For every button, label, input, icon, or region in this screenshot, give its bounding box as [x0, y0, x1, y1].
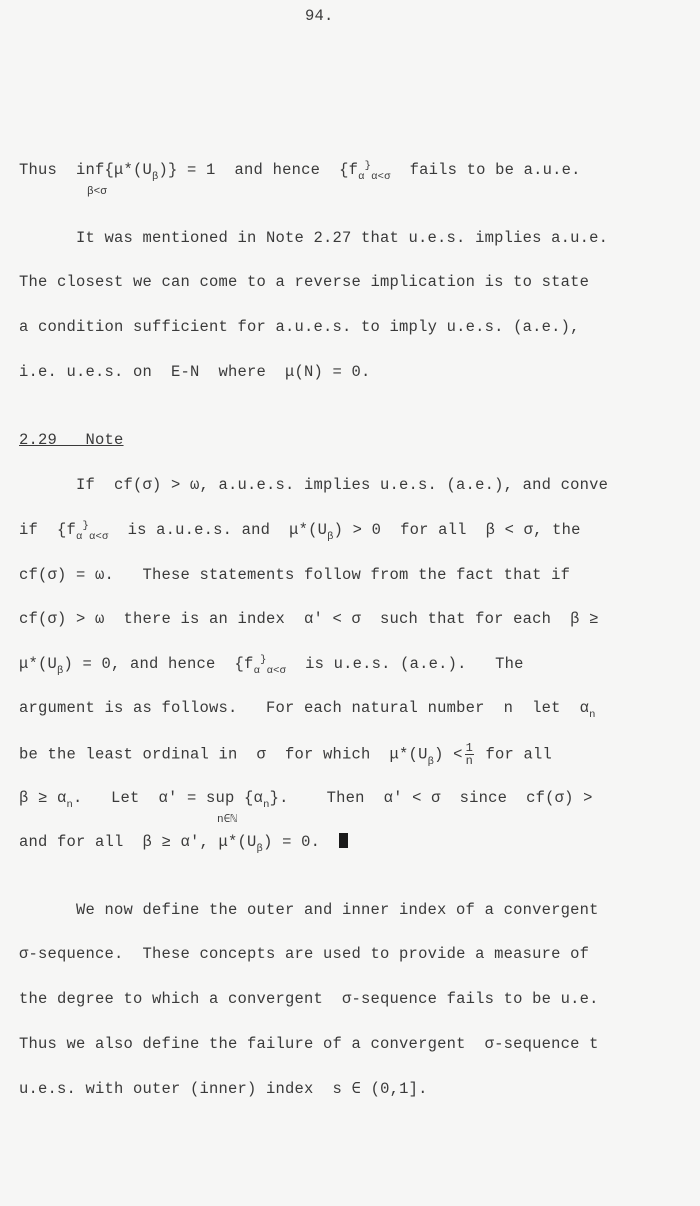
paragraph-1-line-4: i.e. u.e.s. on E-N where μ(N) = 0. [19, 363, 371, 381]
paragraph-1-line-3: a condition sufficient for a.u.e.s. to imply u.e.s. (a.e.), [19, 318, 580, 336]
paragraph-2-line-4: cf(σ) > ω there is an index α' < σ such that for each β ≥ [19, 610, 599, 628]
paragraph-2-line-5: $\mu*(U_\beta) = 0$, and hence {$f_\alpha^{\}}_{\alpha<\sigma}$ is u.e.s. (a.e.). The [19, 654, 524, 677]
paragraph-2-line-6: argument is as follows. For each natural number n let $\alpha_n$ [19, 699, 596, 721]
page-number: 94. [305, 7, 334, 25]
paragraph-1-line-2: The closest we can come to a reverse implication is to state [19, 273, 590, 291]
paragraph-2-line-8: $\beta \ge \alpha_n$. Let α' = sup $\{\alpha_n\}$. Then α' < σ since cf(σ) > [19, 789, 593, 811]
fraction-one-over-n: $\frac{1}{n}$ [465, 741, 474, 768]
paragraph-3-line-4: Thus we also define the failure of a convergent σ-sequence t [19, 1035, 599, 1053]
paragraph-2-line-3: cf(σ) = ω. These statements follow from the fact that if [19, 566, 571, 584]
paragraph-2-line-7: be the least ordinal in σ for which $\mu*(U_\beta)$ < $\frac{1}{n}$ for all [19, 741, 553, 768]
paragraph-3-line-2: σ-sequence. These concepts are used to provide a measure of [19, 945, 590, 963]
paragraph-2-line-1: If cf(σ) > ω, a.u.e.s. implies u.e.s. (a.e.), and conve [76, 476, 609, 494]
section-heading: 2.29 Note [19, 431, 124, 449]
qed-square-icon [339, 833, 348, 848]
paragraph-3-line-5: u.e.s. with outer (inner) index s ∈ (0,1]. [19, 1080, 428, 1098]
paragraph-2-line-9: and for all β ≥ α', $\mu*(U_\beta) = 0$. [19, 832, 348, 854]
sup-underscript: n∈ℕ [217, 814, 237, 826]
inf-underscript: β<σ [87, 186, 107, 198]
paragraph-3-line-1: We now define the outer and inner index of a convergent [76, 901, 599, 919]
paragraph-3-line-3: the degree to which a convergent σ-sequence fails to be u.e. [19, 990, 599, 1008]
text-line-thus: Thus $inf\{\mu*(U_\beta)\} = 1$ and hence {$f_\alpha^{\}}_{\alpha<\sigma}$ fails to be a.u.e. [19, 160, 581, 183]
paragraph-2-line-2: if {$f_\alpha^{\}}_{\alpha<\sigma}$ is a.u.e.s. and $\mu*(U_\beta) > 0$ for all β < σ, the [19, 520, 581, 543]
paragraph-1-line-1: It was mentioned in Note 2.27 that u.e.s. implies a.u.e. [76, 229, 609, 247]
